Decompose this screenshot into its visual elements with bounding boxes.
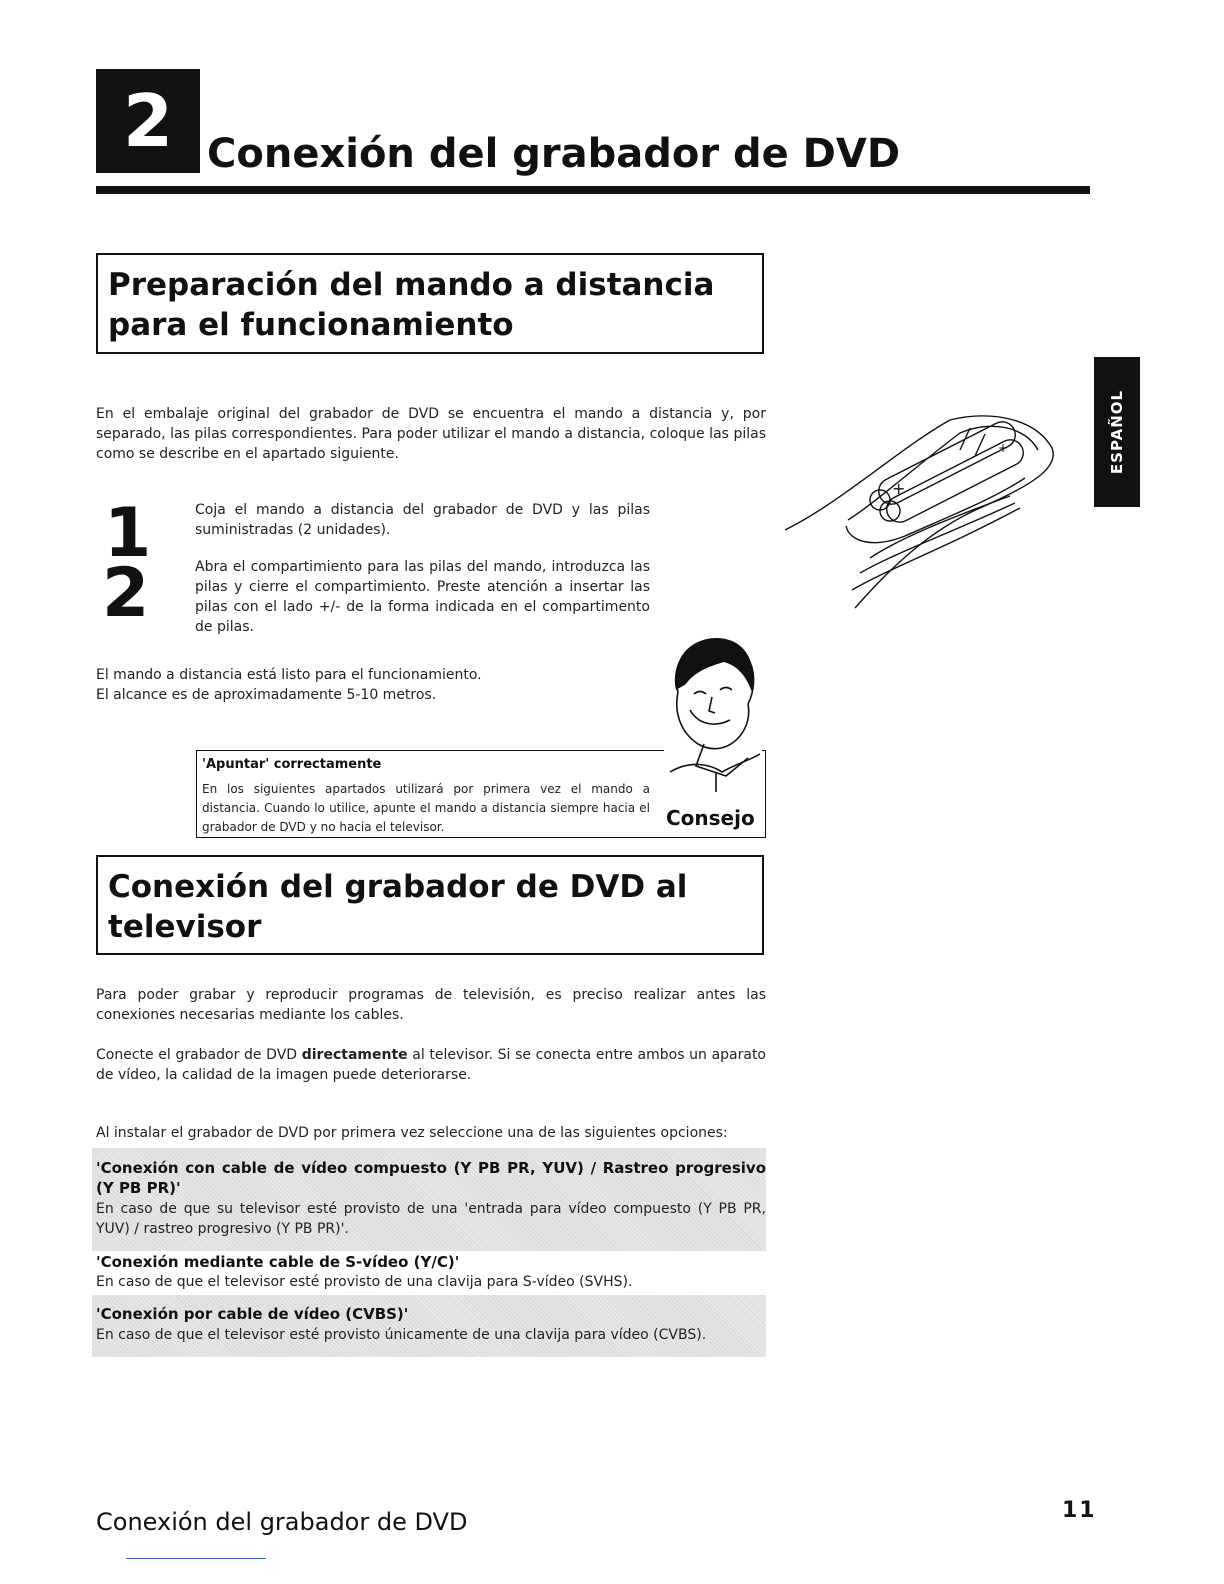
tv-paragraph-1: Para poder grabar y reproducir programas de televisión, es preciso realizar antes las conexiones necesarias mediante los cables. — [96, 987, 766, 1023]
tv-paragraph-2 — [96, 1045, 766, 1085]
tip-mascot-illustration — [650, 632, 770, 802]
chapter-title: Conexión del grabador de DVD — [207, 131, 901, 177]
option-title-1: 'Conexión con cable de vídeo compuesto (Y PB PR, YUV) / Rastreo progresivo (Y PB PR)' — [96, 1159, 766, 1197]
svg-text:+: + — [892, 479, 906, 498]
tv-paragraph-2-start: Conecte el grabador de DVD — [96, 1047, 302, 1063]
remote-range-line: El alcance es de aproximadamente 5-10 metros. — [96, 687, 437, 703]
footer-title: Conexión del grabador de DVD — [96, 1508, 468, 1536]
section-heading-tv: Conexión del grabador de DVD al televisor — [108, 869, 688, 945]
tip-text: En los siguientes apartados utilizará por primera vez el mando a distancia. Cuando lo utilice, apunte el mando a distancia siempre hacia el grabador de DVD y no hacia el televisor. — [202, 782, 650, 834]
step-number-2: 2 — [102, 554, 150, 633]
option-text-2: En caso de que el televisor esté provisto de una clavija para S-vídeo (SVHS). — [96, 1274, 633, 1290]
chapter-number-badge — [96, 69, 200, 173]
tip-label: Consejo — [666, 806, 755, 830]
section-heading-box-remote — [96, 253, 764, 354]
option-title-3: 'Conexión por cable de vídeo (CVBS)' — [96, 1305, 409, 1323]
option-text-3: En caso de que el televisor esté provisto únicamente de una clavija para vídeo (CVBS). — [96, 1327, 707, 1343]
svg-text:+: + — [998, 441, 1009, 455]
language-tab — [1094, 357, 1140, 507]
remote-battery-illustration — [780, 408, 1060, 623]
section-heading-remote: Preparación del mando a distancia para el funcionamiento — [108, 267, 715, 343]
footer-rule — [126, 1558, 266, 1559]
language-tab-label: ESPAÑOL — [1108, 389, 1126, 475]
tv-paragraph-2-emphasis: directamente — [301, 1047, 408, 1063]
step-text-2: Abra el compartimiento para las pilas del mando, introduzca las pilas y cierre el compartimiento. Preste atención a insertar las pilas con el lado +/- de la forma indicada en el compartimento de pilas. — [195, 559, 650, 635]
step-text-1: Coja el mando a distancia del grabador de DVD y las pilas suministradas (2 unidades). — [195, 502, 650, 538]
tip-title: 'Apuntar' correctamente — [202, 757, 382, 772]
option-title-2: 'Conexión mediante cable de S-vídeo (Y/C)' — [96, 1253, 460, 1271]
tv-paragraph-3: Al instalar el grabador de DVD por primera vez seleccione una de las siguientes opciones: — [96, 1125, 728, 1141]
option-text-1: En caso de que su televisor esté provisto de una 'entrada para vídeo compuesto (Y PB PR, YUV) / rastreo progresivo (Y PB PR)'. — [96, 1201, 766, 1237]
remote-ready-line: El mando a distancia está listo para el funcionamiento. — [96, 667, 482, 683]
chapter-rule — [96, 186, 1090, 194]
section-heading-box-tv — [96, 855, 764, 955]
remote-intro-paragraph: En el embalaje original del grabador de DVD se encuentra el mando a distancia y, por separado, las pilas correspondientes. Para poder utilizar el mando a distancia, coloque las pilas como se describe en el apartado siguiente. — [96, 406, 766, 462]
page-number: 11 — [1062, 1498, 1097, 1523]
tv-paragraph-2-end: al televisor. Si se conecta entre ambos un aparato de vídeo, la calidad de la imagen puede deteriorarse. — [96, 1047, 766, 1083]
chapter-number: 2 — [122, 79, 174, 163]
step-number-1: 1 — [104, 494, 152, 573]
